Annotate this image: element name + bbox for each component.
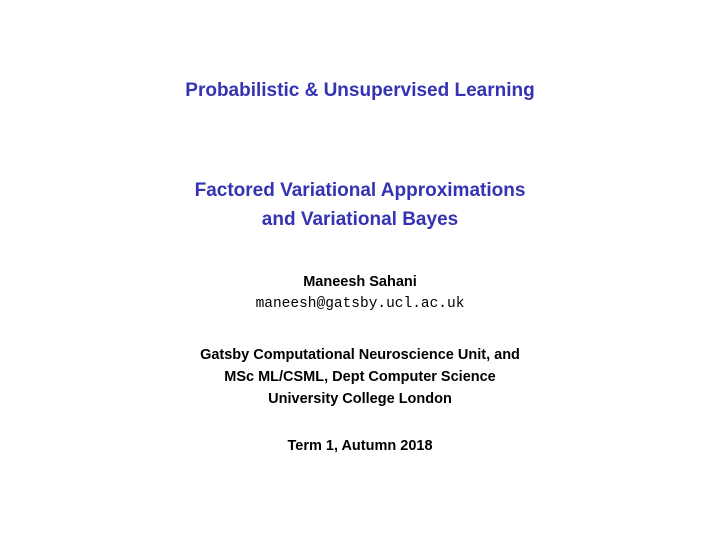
lecture-title bbox=[0, 176, 720, 234]
term-label: Term 1, Autumn 2018 bbox=[287, 438, 433, 454]
affiliation bbox=[0, 344, 720, 410]
affiliation-line-3: University College London bbox=[268, 391, 452, 407]
author-email: maneesh@gatsby.ucl.ac.uk bbox=[255, 296, 465, 312]
lecture-title-line-2: and Variational Bayes bbox=[261, 209, 459, 230]
affiliation-line-1: Gatsby Computational Neuroscience Unit, and bbox=[200, 347, 520, 363]
lecture-title-line-1: Factored Variational Approximations bbox=[194, 180, 526, 201]
course-title: Probabilistic & Unsupervised Learning bbox=[185, 80, 535, 101]
affiliation-line-2: MSc ML/CSML, Dept Computer Science bbox=[224, 369, 496, 385]
author-name: Maneesh Sahani bbox=[303, 274, 417, 290]
